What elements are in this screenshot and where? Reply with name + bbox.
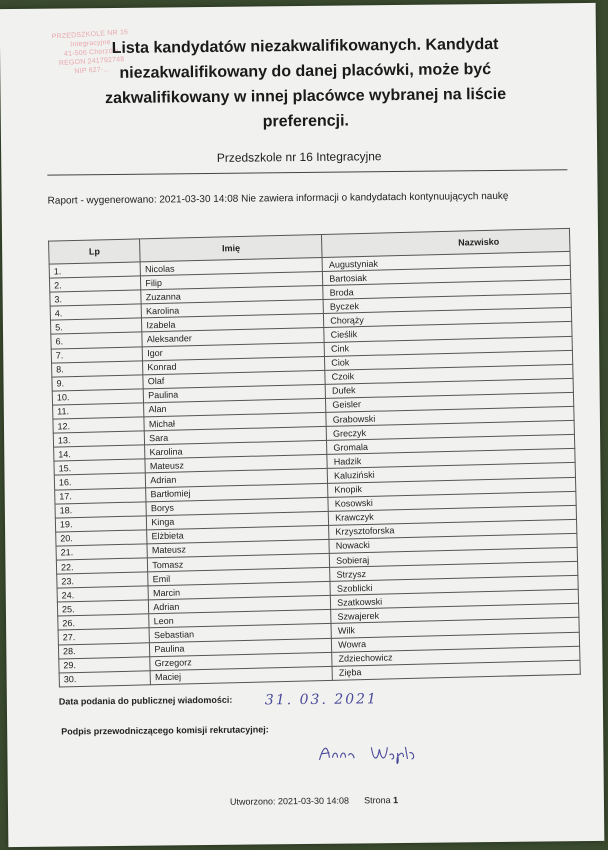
last-name-cell: Chorąży bbox=[324, 308, 572, 328]
row-number: 30. bbox=[59, 671, 151, 687]
first-name-cell: Aleksander bbox=[142, 328, 324, 347]
created-timestamp: Utworzono: 2021-03-30 14:08 bbox=[229, 795, 350, 807]
last-name-cell: Grabowski bbox=[326, 406, 574, 426]
last-name-cell: Geisler bbox=[326, 392, 574, 412]
row-number: 14. bbox=[54, 445, 146, 461]
row-number: 20. bbox=[56, 530, 148, 546]
row-number: 24. bbox=[57, 586, 149, 602]
first-name-cell: Bartłomiej bbox=[146, 483, 328, 502]
handwritten-signature bbox=[315, 737, 425, 768]
last-name-cell: Ciok bbox=[325, 350, 573, 370]
first-name-cell: Grzegorz bbox=[150, 652, 332, 671]
stamp-line: Integracyjne bbox=[70, 38, 111, 49]
row-number: 1. bbox=[49, 262, 141, 278]
row-number: 22. bbox=[56, 558, 148, 574]
row-number: 10. bbox=[52, 389, 144, 405]
first-name-cell: Paulina bbox=[144, 384, 326, 403]
first-name-cell: Tomasz bbox=[148, 553, 330, 572]
row-number: 6. bbox=[51, 332, 143, 348]
page-number: 1 bbox=[393, 795, 399, 806]
first-name-cell: Konrad bbox=[143, 356, 325, 375]
last-name-cell: Wilk bbox=[331, 618, 579, 638]
row-number: 17. bbox=[55, 487, 147, 503]
last-name-cell: Zdziechowicz bbox=[332, 646, 580, 666]
last-name-cell: Augustyniak bbox=[322, 251, 570, 271]
first-name-cell: Maciej bbox=[150, 666, 332, 685]
first-name-cell: Sara bbox=[145, 427, 327, 446]
row-number: 4. bbox=[50, 304, 142, 320]
first-name-cell: Emil bbox=[148, 567, 330, 586]
page-footer bbox=[230, 795, 398, 807]
row-number: 8. bbox=[52, 361, 144, 377]
last-name-cell: Wowra bbox=[332, 632, 580, 652]
row-number: 18. bbox=[55, 501, 147, 517]
last-name-cell: Greczyk bbox=[326, 420, 574, 440]
column-header-last-name: Nazwisko bbox=[322, 228, 570, 257]
row-number: 5. bbox=[50, 318, 142, 334]
last-name-cell: Bartosiak bbox=[323, 266, 571, 286]
first-name-cell: Adrian bbox=[146, 469, 328, 488]
document-page bbox=[0, 3, 604, 847]
first-name-cell: Zuzanna bbox=[141, 286, 323, 305]
first-name-cell: Izabela bbox=[142, 314, 324, 333]
last-name-cell: Dufek bbox=[325, 378, 573, 398]
row-number: 29. bbox=[59, 656, 151, 672]
first-name-cell: Adrian bbox=[149, 596, 331, 615]
publication-date-handwritten: 31. 03. 2021 bbox=[264, 691, 379, 709]
row-number: 21. bbox=[56, 544, 148, 560]
row-number: 11. bbox=[53, 403, 145, 419]
first-name-cell: Leon bbox=[149, 610, 331, 629]
last-name-cell: Nowacki bbox=[329, 533, 577, 553]
first-name-cell: Kinga bbox=[147, 511, 329, 530]
row-number: 27. bbox=[58, 628, 150, 644]
page-label: Strona bbox=[363, 795, 391, 806]
row-number: 16. bbox=[54, 473, 146, 489]
first-name-cell: Borys bbox=[146, 497, 328, 516]
first-name-cell: Sebastian bbox=[149, 624, 331, 643]
stamp-line: 41-506 Chorzów bbox=[63, 47, 119, 58]
first-name-cell: Mateusz bbox=[145, 455, 327, 474]
row-number: 12. bbox=[53, 417, 145, 433]
last-name-cell: Krzysztoforska bbox=[329, 519, 577, 539]
row-number: 19. bbox=[55, 516, 147, 532]
last-name-cell: Hadzik bbox=[327, 449, 575, 469]
row-number: 28. bbox=[58, 642, 150, 658]
first-name-cell: Alan bbox=[144, 398, 326, 417]
last-name-cell: Cink bbox=[324, 336, 572, 356]
institution-name: Przedszkole nr 16 Integracyjne bbox=[216, 149, 382, 165]
first-name-cell: Elżbieta bbox=[147, 525, 329, 544]
first-name-cell: Nicolas bbox=[140, 257, 322, 276]
last-name-cell: Zięba bbox=[332, 660, 580, 680]
row-number: 2. bbox=[49, 276, 141, 292]
publication-date-label: Data podania do publicznej wiadomości: bbox=[58, 694, 233, 707]
stamp-line: NIP 627-... bbox=[74, 66, 111, 76]
column-header-lp: Lp bbox=[49, 239, 141, 264]
last-name-cell: Broda bbox=[323, 280, 571, 300]
first-name-cell: Karolina bbox=[145, 441, 327, 460]
stamp-line: PRZEDSZKOLE NR 16 bbox=[51, 28, 129, 41]
row-number: 3. bbox=[50, 290, 142, 306]
last-name-cell: Szoblicki bbox=[330, 575, 578, 595]
signature-label: Podpis przewodniczącego komisji rekrutacyjnej: bbox=[61, 724, 269, 737]
first-name-cell: Michał bbox=[144, 412, 326, 431]
last-name-cell: Kaluziński bbox=[327, 463, 575, 483]
first-name-cell: Paulina bbox=[150, 638, 332, 657]
last-name-cell: Knopik bbox=[328, 477, 576, 497]
first-name-cell: Olaf bbox=[143, 370, 325, 389]
first-name-cell: Marcin bbox=[148, 582, 330, 601]
first-name-cell: Igor bbox=[142, 342, 324, 361]
last-name-cell: Cieślik bbox=[324, 322, 572, 342]
row-number: 26. bbox=[58, 614, 150, 630]
last-name-cell: Kosowski bbox=[328, 491, 576, 511]
last-name-cell: Czoik bbox=[325, 364, 573, 384]
row-number: 9. bbox=[52, 375, 144, 391]
row-number: 13. bbox=[53, 431, 145, 447]
last-name-cell: Byczek bbox=[323, 294, 571, 314]
last-name-cell: Krawczyk bbox=[328, 505, 576, 525]
report-note: Raport - wygenerowano: 2021-03-30 14:08 Nie zawiera informacji o kandydatach kontynuujących naukę bbox=[47, 190, 509, 207]
row-number: 25. bbox=[57, 600, 149, 616]
divider bbox=[47, 169, 567, 175]
row-number: 15. bbox=[54, 459, 146, 475]
row-number: 23. bbox=[57, 572, 149, 588]
column-header-first-name: Imię bbox=[140, 234, 322, 261]
table-body bbox=[49, 251, 580, 686]
candidates-table bbox=[48, 228, 581, 687]
first-name-cell: Filip bbox=[141, 272, 323, 291]
page-title: Lista kandydatów niezakwalifikowanych. Kandydat niezakwalifikowany do danej placówki, może być zakwalifikowany w innej placówce wybranej na liście preferencji. bbox=[104, 35, 507, 131]
last-name-cell: Sobieraj bbox=[330, 547, 578, 567]
last-name-cell: Szwajerek bbox=[331, 604, 579, 624]
last-name-cell: Szatkowski bbox=[331, 590, 579, 610]
last-name-cell: Gromala bbox=[327, 435, 575, 455]
first-name-cell: Mateusz bbox=[147, 539, 329, 558]
last-name-cell: Strzysz bbox=[330, 561, 578, 581]
stamp-line: REGON 241792748 bbox=[58, 56, 125, 68]
first-name-cell: Karolina bbox=[141, 300, 323, 319]
row-number: 7. bbox=[51, 346, 143, 362]
